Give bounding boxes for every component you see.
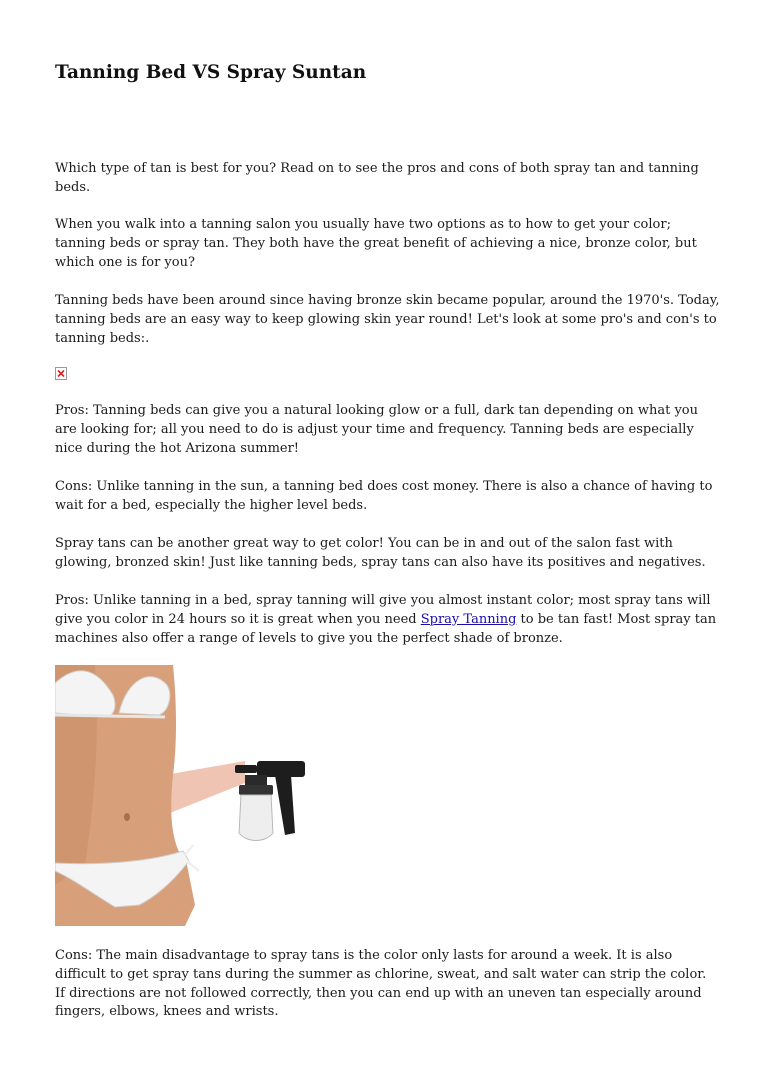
spray-tanning-link[interactable]: Spray Tanning: [420, 611, 517, 627]
spray-pros-text-before: Pros: Unlike tanning in a bed, spray tanning will give you almost instant color; most spray tans will give you color in 24 hours so it is great when you need: [55, 593, 711, 627]
paragraph-spray-intro: Spray tans can be another great way to get color! You can be in and out of the salon fast with glowing, bronzed skin! Just like tanning beds, spray tans can also have its positives and negatives.: [55, 536, 706, 570]
paragraph-salon-options: When you walk into a tanning salon you usually have two options as to how to get your color; tanning beds or spray tan. They both have the great benefit of achieving a nice, bronze color, but which one is for you?: [55, 217, 697, 270]
page-title: Tanning Bed VS Spray Suntan: [55, 62, 367, 83]
spray-tan-photo: [55, 665, 310, 926]
paragraph-beds-cons: Cons: Unlike tanning in the sun, a tanning bed does cost money. There is also a chance of having to wait for a bed, especially the higher level beds.: [55, 479, 713, 513]
paragraph-tanning-beds-intro: Tanning beds have been around since having bronze skin became popular, around the 1970's. Today, tanning beds are an easy way to keep glowing skin year round! Let's look at some pro's and con's to tanning beds:.: [55, 293, 720, 346]
paragraph-spray-pros: [55, 592, 720, 648]
paragraph-beds-pros: Pros: Tanning beds can give you a natural looking glow or a full, dark tan depending on what you are looking for; all you need to do is adjust your time and frequency. Tanning beds are especially nice during the hot Arizona summer!: [55, 403, 698, 456]
paragraph-intro: Which type of tan is best for you? Read on to see the pros and cons of both spray tan and tanning beds.: [55, 161, 699, 195]
broken-image-icon: [55, 367, 67, 380]
paragraph-spray-cons: Cons: The main disadvantage to spray tans is the color only lasts for around a week. It is also difficult to get spray tans during the summer as chlorine, sweat, and salt water can strip the color. If directions are not followed correctly, then you can end up with an uneven tan especially around fingers, elbows, knees and wrists.: [55, 948, 707, 1020]
spray-pros-text-after: to be tan fast! Most spray tan machines also offer a range of levels to give you the perfect shade of bronze.: [55, 611, 717, 646]
